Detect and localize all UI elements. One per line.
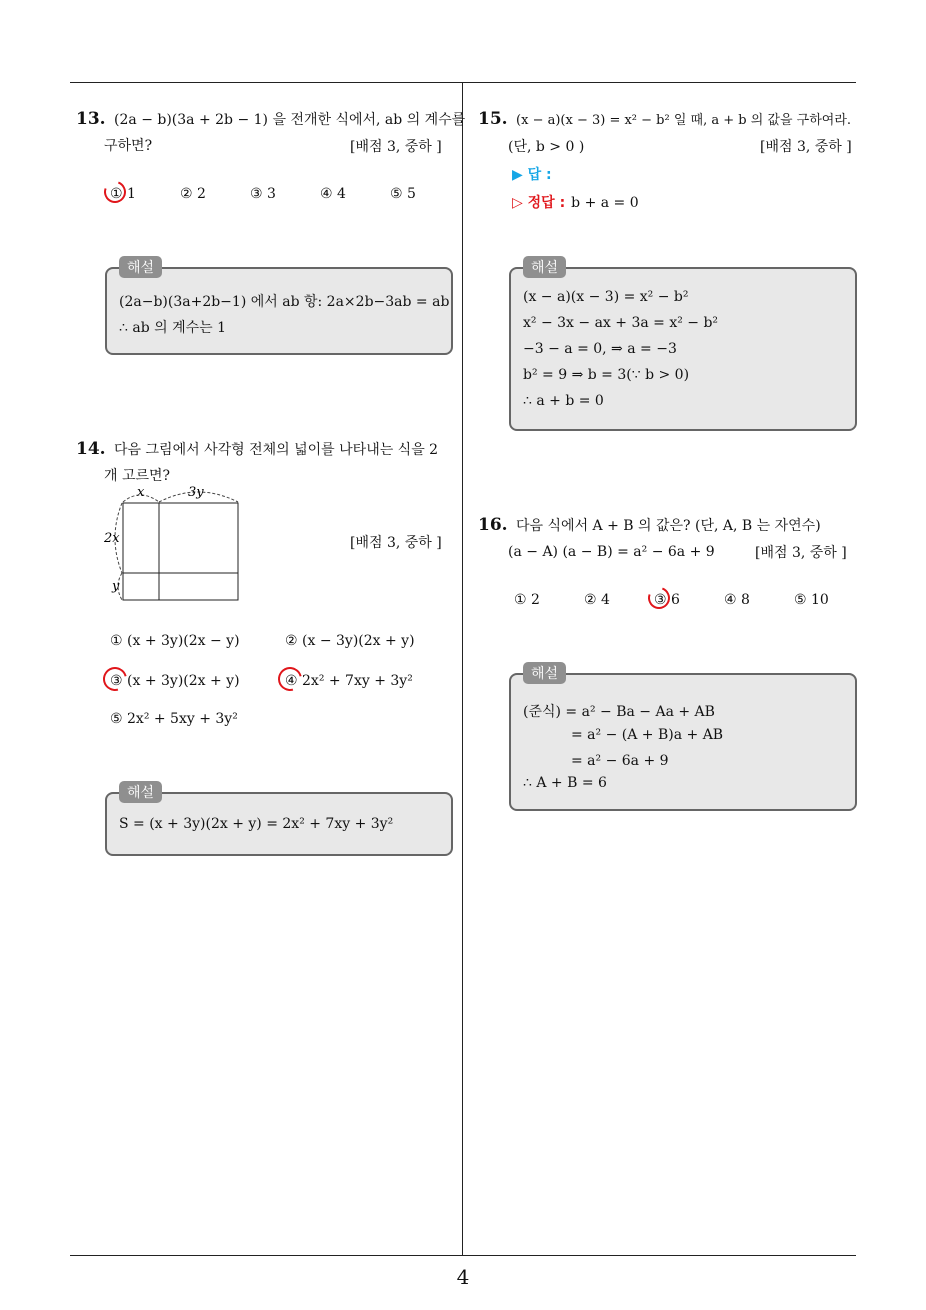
choice-16-2-value: 4 — [601, 592, 610, 608]
figure-label-x: x — [137, 485, 145, 500]
choice-16-5[interactable] — [794, 592, 829, 608]
choice-14-3-num: ③ — [110, 673, 123, 689]
question-16-number: 16. — [478, 515, 508, 535]
explanation-13 — [105, 260, 453, 355]
question-13-meta: [배점 3, 중하 ] — [350, 139, 442, 155]
choice-13-2-num: ② — [180, 186, 193, 202]
question-16-text-line2: (a − A) (a − B) = a² − 6a + 9 — [508, 544, 715, 560]
explanation-14-tag: 해설 — [119, 781, 162, 803]
choice-16-2-num: ② — [584, 592, 597, 608]
column-divider — [462, 82, 463, 1256]
figure-label-3y: 3y — [188, 485, 204, 500]
explanation-15-line: (x − a)(x − 3) = x² − b² — [523, 289, 689, 305]
explanation-16-line: = a² − 6a + 9 — [571, 753, 669, 769]
choice-14-3-value: (x + 3y)(2x + y) — [127, 673, 240, 689]
question-15-line1 — [478, 106, 851, 134]
choice-16-4-num: ④ — [724, 592, 737, 608]
choice-13-1-num: ① — [110, 186, 123, 202]
explanation-15-line: b² = 9 ⇒ b = 3(∵ b > 0) — [523, 367, 690, 383]
choice-13-5-num: ⑤ — [390, 186, 403, 202]
choice-13-2[interactable] — [180, 186, 206, 202]
question-13-line1 — [76, 106, 465, 133]
choice-16-1-value: 2 — [531, 592, 540, 608]
figure-label-2x: 2x — [104, 531, 120, 546]
answer-mark — [644, 583, 673, 612]
choice-16-2[interactable] — [584, 592, 610, 608]
question-15-text-line2: (단, b > 0 ) — [508, 139, 585, 155]
choice-14-1[interactable] — [110, 633, 240, 649]
correct-answer — [512, 192, 639, 212]
answer-mark — [99, 663, 132, 696]
page-number: 4 — [456, 1265, 470, 1289]
choice-14-5-value: 2x² + 5xy + 3y² — [127, 711, 238, 727]
choice-16-1-num: ① — [514, 592, 527, 608]
choice-14-4[interactable] — [285, 673, 413, 689]
question-13-number: 13. — [76, 109, 106, 129]
choice-13-3[interactable] — [250, 186, 276, 202]
choice-16-4-value: 8 — [741, 592, 750, 608]
choice-14-3[interactable] — [110, 673, 240, 689]
bottom-rule — [70, 1255, 856, 1256]
choice-16-3-value: 6 — [671, 592, 680, 608]
question-16-line1 — [478, 512, 821, 539]
answer-mark — [274, 663, 307, 696]
explanation-15-tag: 해설 — [523, 256, 566, 278]
choice-16-1[interactable] — [514, 592, 540, 608]
rectangle-figure — [100, 480, 250, 605]
explanation-16-line: (준식) = a² − Ba − Aa + AB — [523, 704, 715, 720]
explanation-15-line: x² − 3x − ax + 3a = x² − b² — [523, 315, 719, 331]
choice-13-1[interactable] — [110, 186, 136, 202]
choice-14-4-num: ④ — [285, 673, 298, 689]
question-14-line1 — [76, 436, 438, 463]
question-16-meta: [배점 3, 중하 ] — [755, 545, 847, 561]
choice-16-4[interactable] — [724, 592, 750, 608]
explanation-15 — [509, 260, 857, 431]
explanation-15-line: ∴ a + b = 0 — [523, 393, 604, 409]
correct-answer-value: b + a = 0 — [571, 195, 639, 211]
explanation-16-line: ∴ A + B = 6 — [523, 775, 607, 791]
explanation-16-tag: 해설 — [523, 662, 566, 684]
explanation-16-line: = a² − (A + B)a + AB — [571, 727, 724, 743]
choice-13-2-value: 2 — [197, 186, 206, 202]
choice-16-3-num: ③ — [654, 592, 667, 608]
choice-14-2[interactable] — [285, 633, 415, 649]
explanation-15-line: −3 − a = 0, ⇒ a = −3 — [523, 341, 677, 357]
explanation-13-tag: 해설 — [119, 256, 162, 278]
choice-13-5[interactable] — [390, 186, 416, 202]
choice-16-3[interactable] — [654, 592, 680, 608]
choice-13-3-value: 3 — [267, 186, 276, 202]
question-13-text-line2: 구하면? — [104, 138, 153, 154]
explanation-13-line: ∴ ab 의 계수는 1 — [119, 320, 227, 336]
question-15-meta: [배점 3, 중하 ] — [760, 139, 852, 155]
question-14-meta: [배점 3, 중하 ] — [350, 535, 442, 551]
question-14-number: 14. — [76, 439, 106, 459]
explanation-16 — [509, 666, 857, 811]
figure-label-y: y — [112, 579, 120, 594]
choice-14-2-value: (x − 3y)(2x + y) — [302, 633, 415, 649]
choice-14-2-num: ② — [285, 633, 298, 649]
choice-16-5-num: ⑤ — [794, 592, 807, 608]
choice-13-1-value: 1 — [127, 186, 136, 202]
choice-14-5-num: ⑤ — [110, 711, 123, 727]
choice-13-5-value: 5 — [407, 186, 416, 202]
answer-mark — [100, 177, 129, 206]
explanation-14-line: S = (x + 3y)(2x + y) = 2x² + 7xy + 3y² — [119, 816, 394, 832]
choice-14-1-value: (x + 3y)(2x − y) — [127, 633, 240, 649]
question-15-number: 15. — [478, 109, 508, 129]
choice-13-4-num: ④ — [320, 186, 333, 202]
choice-14-1-num: ① — [110, 633, 123, 649]
question-13-text-line1: (2a − b)(3a + 2b − 1) 을 전개한 식에서, ab 의 계수를 — [114, 112, 466, 128]
explanation-14 — [105, 785, 453, 856]
choice-16-5-value: 10 — [811, 592, 829, 608]
question-14-text-line1: 다음 그림에서 사각형 전체의 넓이를 나타내는 식을 2 — [114, 442, 439, 458]
question-16-text-line1: 다음 식에서 A + B 의 값은? (단, A, B 는 자연수) — [516, 518, 821, 534]
choice-13-4-value: 4 — [337, 186, 346, 202]
answer-label: ▶ 답 : — [512, 167, 552, 183]
choice-14-5[interactable] — [110, 711, 238, 727]
question-14-text-line2: 개 고르면? — [104, 468, 171, 484]
choice-13-3-num: ③ — [250, 186, 263, 202]
top-rule — [70, 82, 856, 83]
choice-13-4[interactable] — [320, 186, 346, 202]
correct-answer-label: ▷ 정답 : — [512, 195, 566, 211]
choice-14-4-value: 2x² + 7xy + 3y² — [302, 673, 413, 689]
explanation-13-line: (2a−b)(3a+2b−1) 에서 ab 항: 2a×2b−3ab = ab — [119, 294, 450, 310]
question-15-text-line1: (x − a)(x − 3) = x² − b² 일 때, a + b 의 값을 구하여라. — [516, 113, 852, 128]
